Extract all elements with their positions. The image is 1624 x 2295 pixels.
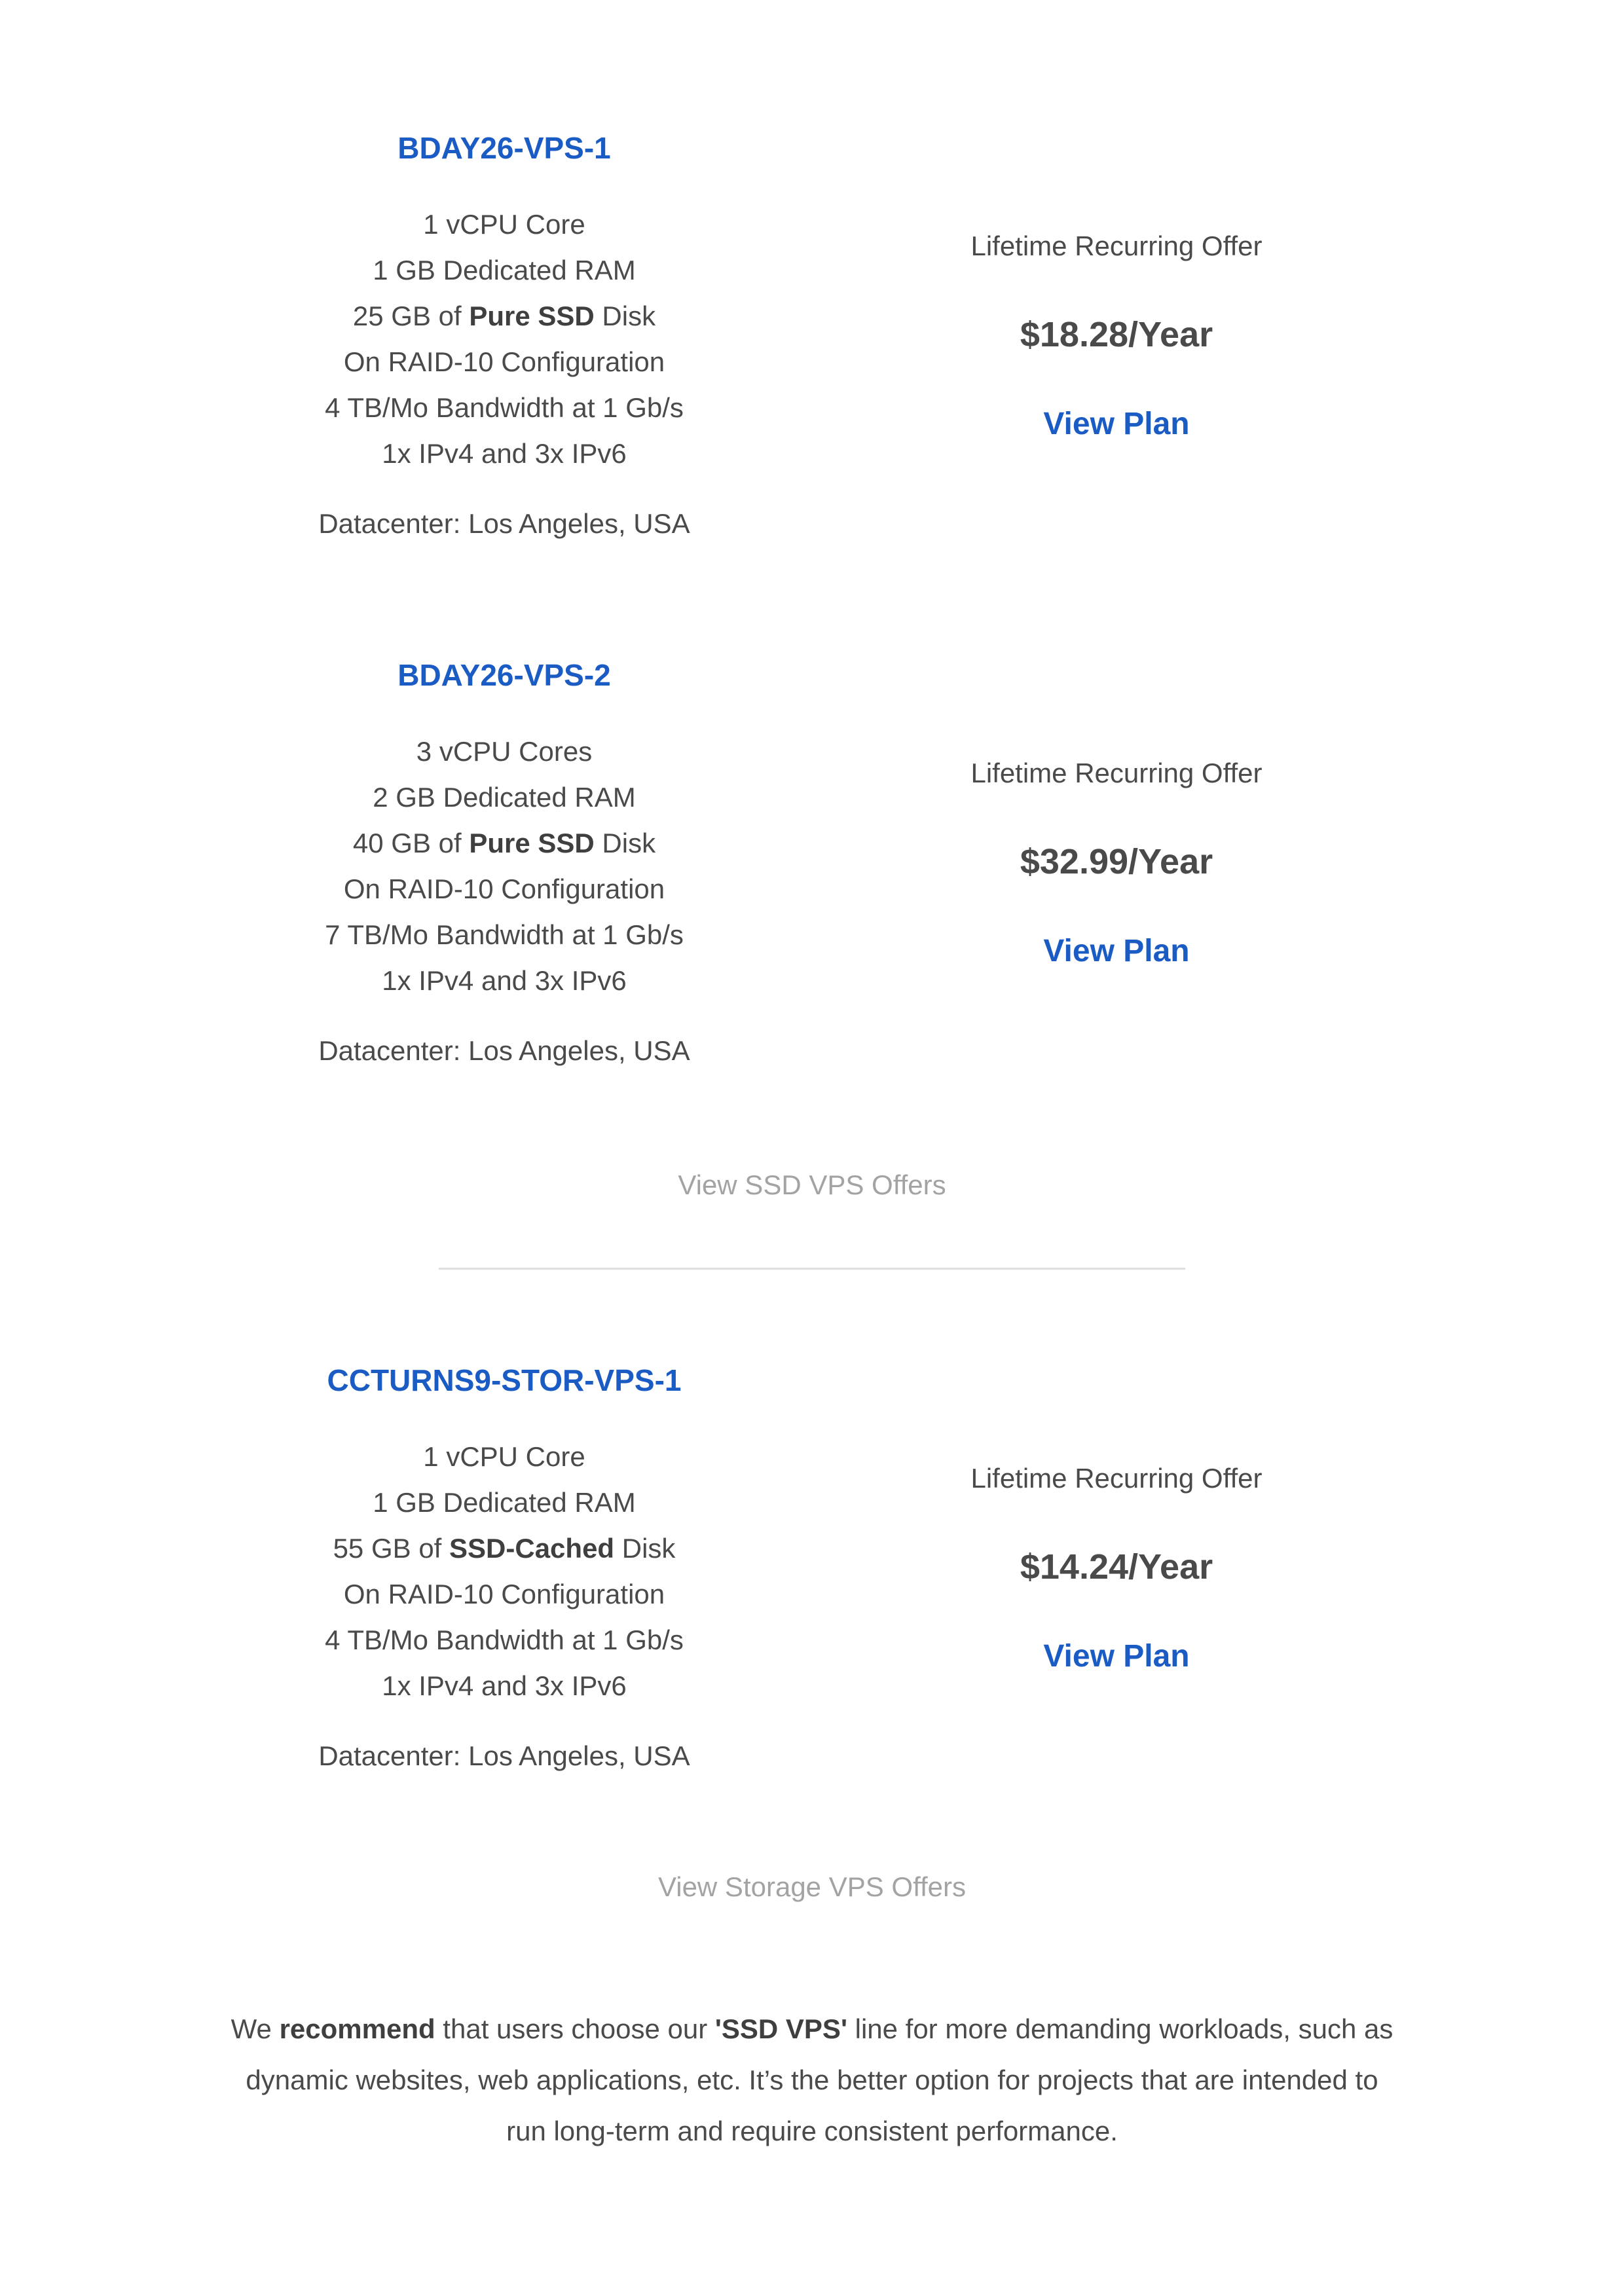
spec-ram: 1 GB Dedicated RAM — [373, 1487, 636, 1518]
spec-disk-type: SSD-Cached — [449, 1533, 615, 1564]
spec-disk-suffix: Disk — [614, 1533, 676, 1564]
spec-cpu: 1 vCPU Core — [423, 1441, 585, 1472]
spec-bandwidth: 7 TB/Mo Bandwidth at 1 Gb/s — [325, 919, 684, 950]
plan-datacenter: Datacenter: Los Angeles, USA — [318, 508, 690, 539]
spec-disk — [242, 293, 766, 339]
plan-pricing — [855, 227, 1378, 444]
view-storage-vps-offers-link[interactable]: View Storage VPS Offers — [657, 1871, 967, 1902]
spec-disk — [242, 1526, 766, 1571]
plan-name: CCTURNS9-STOR-VPS-1 — [327, 1363, 682, 1397]
offer-label: Lifetime Recurring Offer — [970, 758, 1263, 788]
spec-ip: 1x IPv4 and 3x IPv6 — [382, 1670, 627, 1701]
plan-datacenter: Datacenter: Los Angeles, USA — [318, 1035, 690, 1066]
plan-price: $32.99/Year — [1020, 842, 1213, 881]
spec-raid: On RAID-10 Configuration — [343, 346, 665, 377]
plan-datacenter: Datacenter: Los Angeles, USA — [318, 1740, 690, 1771]
spec-cpu: 1 vCPU Core — [423, 209, 585, 240]
plan-name: BDAY26-VPS-1 — [397, 131, 611, 165]
spec-raid: On RAID-10 Configuration — [343, 873, 665, 904]
plan-details — [242, 655, 766, 1071]
view-ssd-vps-offers-link[interactable]: View SSD VPS Offers — [678, 1169, 946, 1200]
spec-disk-type: Pure SSD — [469, 828, 595, 858]
spec-ram: 1 GB Dedicated RAM — [373, 255, 636, 285]
view-plan-button[interactable]: View Plan — [1043, 407, 1190, 441]
plan-price: $18.28/Year — [1020, 315, 1213, 354]
recommendation-product-line: 'SSD VPS' — [714, 2013, 847, 2044]
spec-bandwidth: 4 TB/Mo Bandwidth at 1 Gb/s — [325, 392, 684, 423]
spec-raid: On RAID-10 Configuration — [343, 1579, 665, 1609]
spec-disk-suffix: Disk — [594, 301, 656, 331]
spec-disk-size: 40 GB of — [352, 828, 470, 858]
spec-disk — [242, 820, 766, 866]
spec-cpu: 3 vCPU Cores — [416, 736, 593, 767]
recommendation-part: We — [231, 2013, 280, 2044]
offer-label: Lifetime Recurring Offer — [970, 230, 1263, 261]
spec-disk-type: Pure SSD — [469, 301, 595, 331]
recommendation-text — [223, 2004, 1401, 2157]
plan-specs — [242, 729, 766, 1004]
plan-pricing — [855, 1459, 1378, 1676]
spec-bandwidth: 4 TB/Mo Bandwidth at 1 Gb/s — [325, 1625, 684, 1655]
plan-details — [242, 1361, 766, 1776]
spec-disk-size: 25 GB of — [352, 301, 470, 331]
spec-disk-size: 55 GB of — [333, 1533, 450, 1564]
plan-details — [242, 128, 766, 543]
offer-label: Lifetime Recurring Offer — [970, 1463, 1263, 1494]
plan-name: BDAY26-VPS-2 — [397, 658, 611, 692]
recommendation-emphasis: recommend — [279, 2013, 435, 2044]
plan-pricing — [855, 754, 1378, 971]
recommendation-part: that users choose our — [435, 2013, 715, 2044]
plan-price: $14.24/Year — [1020, 1547, 1213, 1587]
spec-ip: 1x IPv4 and 3x IPv6 — [382, 438, 627, 469]
spec-ram: 2 GB Dedicated RAM — [373, 782, 636, 813]
spec-disk-suffix: Disk — [594, 828, 656, 858]
spec-ip: 1x IPv4 and 3x IPv6 — [382, 965, 627, 996]
section-divider — [439, 1268, 1185, 1270]
plan-specs — [242, 202, 766, 477]
view-plan-button[interactable]: View Plan — [1043, 934, 1190, 968]
view-plan-button[interactable]: View Plan — [1043, 1639, 1190, 1674]
plan-specs — [242, 1434, 766, 1709]
recommendation-part: line for more demanding workloads, such as dynamic websites, web applications, etc. It’s the better option for projects that are intended to run long-term and require consistent performance. — [246, 2013, 1393, 2146]
